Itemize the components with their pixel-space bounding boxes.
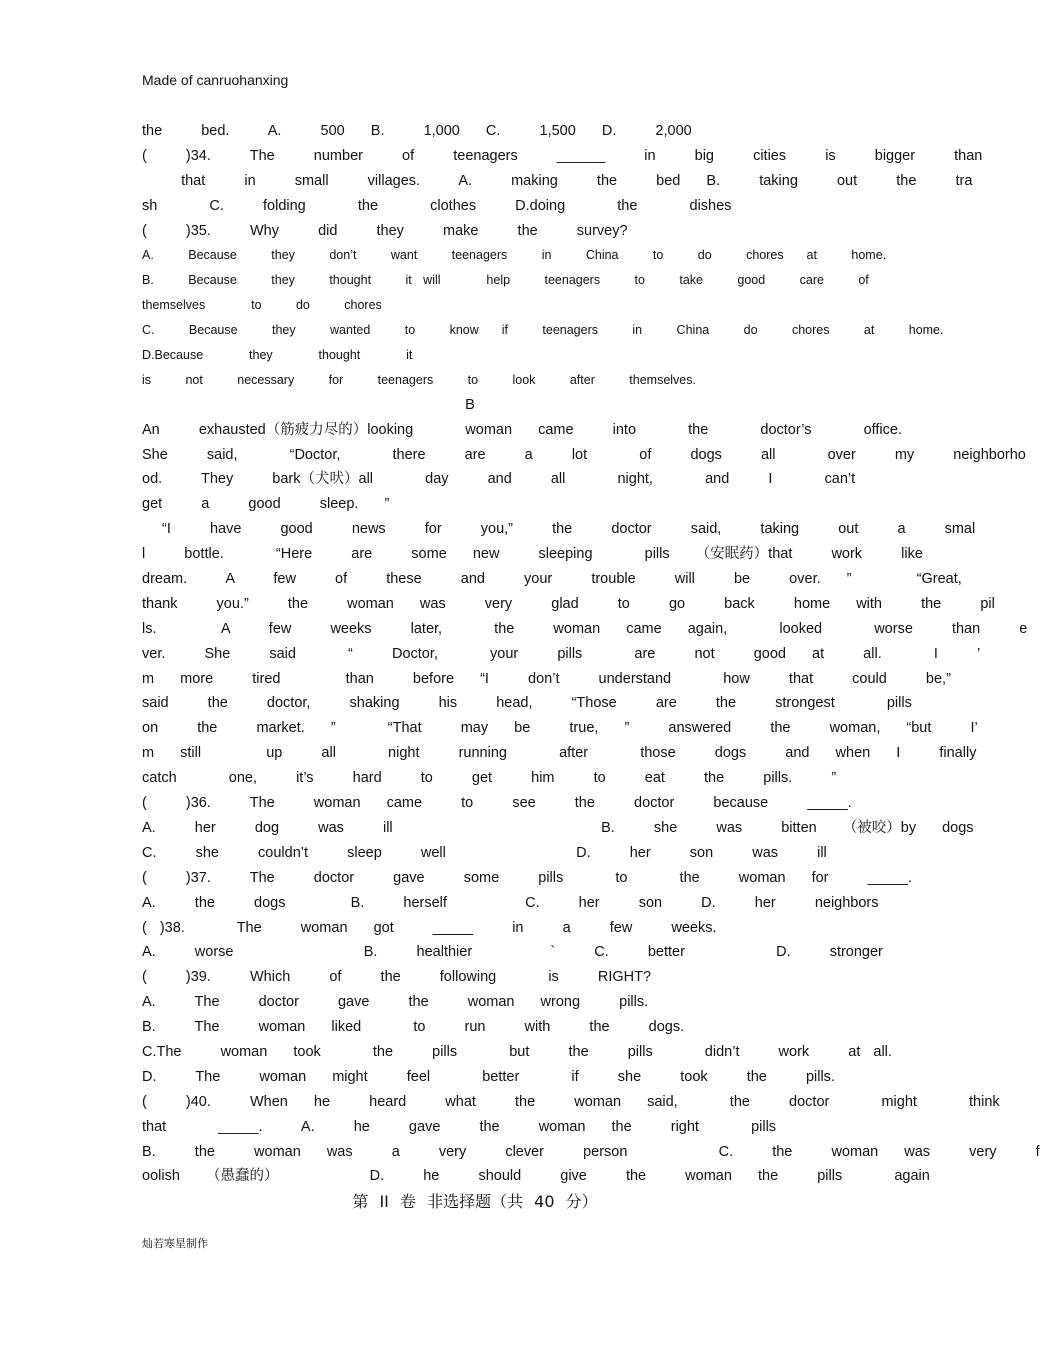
text-line: said the doctor, shaking his head, “Those are the strongest pills: [142, 695, 912, 712]
text-line: that in small villages. A. making the bed B. taking out the tra: [142, 172, 973, 189]
text-line: ( )34. The number of teenagers ______ in big cities is bigger than: [142, 147, 983, 164]
text-line: themselves to do chores: [142, 298, 382, 313]
page-footer: 灿若寒星制作: [142, 1237, 208, 1250]
text-line: ( )36. The woman came to see the doctor because _____.: [142, 795, 852, 812]
text-line: A. the dogs B. herself C. her son D. her neighbors: [142, 894, 879, 911]
text-line: A. worse B. healthier ` C. better D. stronger: [142, 944, 883, 961]
text-line: B: [465, 396, 475, 413]
text-line: dream. A few of these and your trouble will be over. ” “Great,: [142, 571, 962, 588]
text-line: C. she couldn’t sleep well D. her son was ill: [142, 844, 827, 861]
text-line: She said, “Doctor, there are a lot of dogs all over my neighborho: [142, 446, 1026, 463]
text-line: the bed. A. 500 B. 1,000 C. 1,500 D. 2,000: [142, 123, 692, 139]
text-line: that _____. A. he gave the woman the right pills: [142, 1118, 777, 1135]
text-line: A. her dog was ill B. she was bitten （被咬）by dogs: [142, 819, 974, 836]
text-line: get a good sleep. ”: [142, 496, 390, 513]
text-line: A. The doctor gave the woman wrong pills.: [142, 994, 649, 1011]
text-line: is not necessary for teenagers to look after themselves.: [142, 372, 696, 387]
text-line: ( )37. The doctor gave some pills to the woman for _____.: [142, 869, 912, 886]
text-line: B. The woman liked to run with the dogs.: [142, 1019, 685, 1036]
text-line: m still up all night running after those dogs and when I finally: [142, 745, 977, 762]
text-line: B. the woman was a very clever person C. the woman was very f: [142, 1143, 1040, 1160]
text-line: od. They bark（犬吠）all day and all night, and I can’t: [142, 471, 856, 488]
text-line: C.The woman took the pills but the pills didn’t work at all.: [142, 1043, 892, 1060]
text-line: An exhausted（筋疲力尽的）looking woman came into the doctor’s office.: [142, 421, 902, 438]
text-line: oolish （愚蠢的） D. he should give the woman the pills again: [142, 1168, 930, 1185]
text-line: ls. A few weeks later, the woman came again, looked worse than e: [142, 620, 1028, 637]
page-header: Made of canruohanxing: [142, 72, 289, 88]
text-line: ( )35. Why did they make the survey?: [142, 222, 628, 239]
text-line: ( )39. Which of the following is RIGHT?: [142, 969, 652, 986]
text-line: D. The woman might feel better if she took the pills.: [142, 1068, 835, 1085]
text-line: B. Because they thought it will help teenagers to take good care of: [142, 273, 869, 288]
text-line: on the market. ” “That may be true, ” answered the woman, “but I’: [142, 720, 978, 737]
text-line: ver. She said “ Doctor, your pills are not good at all. I ’: [142, 645, 981, 662]
text-line: catch one, it’s hard to get him to eat the pills. ”: [142, 770, 837, 787]
text-line: “I have good news for you,” the doctor said, taking out a smal: [162, 521, 976, 538]
section-title: 第 II 卷 非选择题（共 40 分）: [352, 1192, 598, 1211]
text-line: ( )40. When he heard what the woman said, the doctor might think: [142, 1093, 1000, 1110]
text-line: thank you.” the woman was very glad to go back home with the pil: [142, 595, 995, 612]
text-line: m more tired than before “I don’t understand how that could be,”: [142, 670, 951, 687]
text-line: ( )38. The woman got _____ in a few weeks.: [142, 919, 717, 936]
text-line: D.Because they thought it: [142, 348, 413, 363]
text-line: l bottle. “Here are some new sleeping pills （安眠药）that work like: [142, 546, 923, 563]
document-body: [142, 119, 1040, 1189]
text-line: A. Because they don’t want teenagers in China to do chores at home.: [142, 248, 887, 263]
text-line: sh C. folding the clothes D.doing the dishes: [142, 197, 732, 214]
text-line: C. Because they wanted to know if teenagers in China do chores at home.: [142, 323, 944, 338]
